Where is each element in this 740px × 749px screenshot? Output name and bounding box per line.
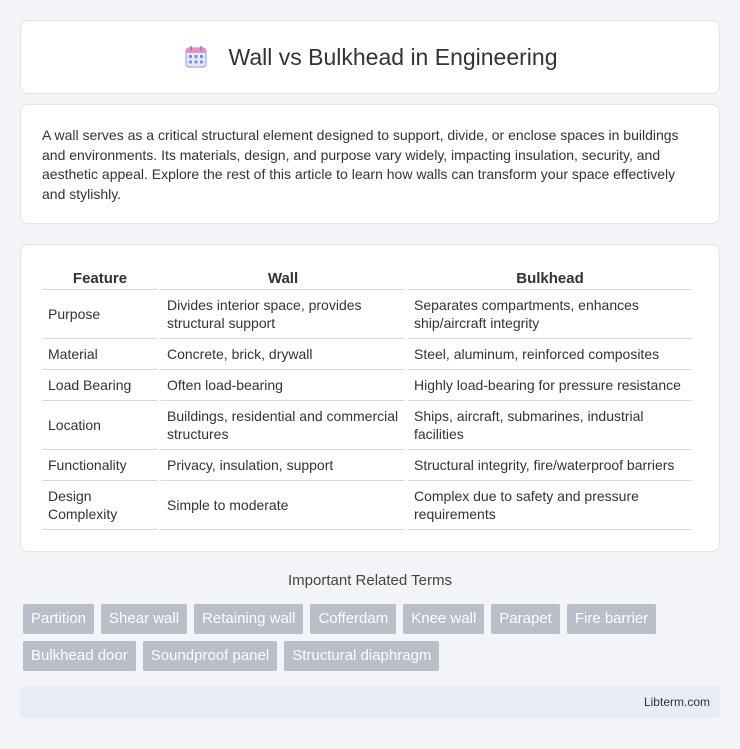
- page-title: Wall vs Bulkhead in Engineering: [228, 43, 558, 70]
- cell-wall: Concrete, brick, drywall: [161, 339, 405, 370]
- cell-feature: Location: [42, 401, 158, 450]
- intro-text: A wall serves as a critical structural element designed to support, divide, or enclose spaces in buildings and environments. Its materials, design, and purpose vary widely, impacting insulation, security, and aesthetic appeal. Explore the rest of this article to learn how walls can transform your space effectively and stylishly.: [42, 127, 679, 202]
- cell-feature: Material: [42, 339, 158, 370]
- footer-site-link[interactable]: Libterm.com: [643, 695, 710, 709]
- table-row: [42, 339, 692, 370]
- cell-bulkhead: Highly load-bearing for pressure resistance: [408, 370, 692, 401]
- tag-cofferdam[interactable]: Cofferdam: [310, 604, 396, 634]
- cell-bulkhead: Structural integrity, fire/waterproof barriers: [408, 450, 692, 481]
- calendar-grid-icon: [183, 44, 209, 70]
- cell-feature: Design Complexity: [42, 481, 158, 530]
- comparison-table-card: [20, 244, 720, 552]
- table-row: [42, 450, 692, 481]
- cell-feature: Functionality: [42, 450, 158, 481]
- tag-bulkhead-door[interactable]: Bulkhead door: [23, 641, 136, 671]
- related-terms-title: Important Related Terms: [288, 572, 452, 589]
- tag-parapet[interactable]: Parapet: [491, 604, 560, 634]
- cell-wall: Privacy, insulation, support: [161, 450, 405, 481]
- header-bulkhead: Bulkhead: [408, 265, 692, 290]
- cell-bulkhead: Ships, aircraft, submarines, industrial facilities: [408, 401, 692, 450]
- tag-partition[interactable]: Partition: [23, 604, 94, 634]
- tag-soundproof-panel[interactable]: Soundproof panel: [143, 641, 277, 671]
- related-terms-list: [23, 604, 723, 671]
- cell-wall: Simple to moderate: [161, 481, 405, 530]
- cell-wall: Divides interior space, provides structural support: [161, 290, 405, 339]
- table-row: [42, 370, 692, 401]
- comparison-table: [39, 265, 695, 530]
- table-row: [42, 290, 692, 339]
- tag-fire-barrier[interactable]: Fire barrier: [567, 604, 656, 634]
- tag-shear-wall[interactable]: Shear wall: [101, 604, 187, 634]
- tag-knee-wall[interactable]: Knee wall: [403, 604, 484, 634]
- tag-retaining-wall[interactable]: Retaining wall: [194, 604, 303, 634]
- header-feature: Feature: [42, 265, 158, 290]
- cell-bulkhead: Steel, aluminum, reinforced composites: [408, 339, 692, 370]
- tag-structural-diaphragm[interactable]: Structural diaphragm: [284, 641, 439, 671]
- table-row: [42, 481, 692, 530]
- cell-feature: Load Bearing: [42, 370, 158, 401]
- intro-card: [20, 104, 720, 224]
- footer: [20, 686, 720, 718]
- cell-bulkhead: Separates compartments, enhances ship/aircraft integrity: [408, 290, 692, 339]
- table-header-row: [42, 265, 692, 290]
- header-card: [20, 20, 720, 94]
- cell-bulkhead: Complex due to safety and pressure requirements: [408, 481, 692, 530]
- cell-wall: Buildings, residential and commercial structures: [161, 401, 405, 450]
- cell-wall: Often load-bearing: [161, 370, 405, 401]
- table-row: [42, 401, 692, 450]
- header-wall: Wall: [161, 265, 405, 290]
- cell-feature: Purpose: [42, 290, 158, 339]
